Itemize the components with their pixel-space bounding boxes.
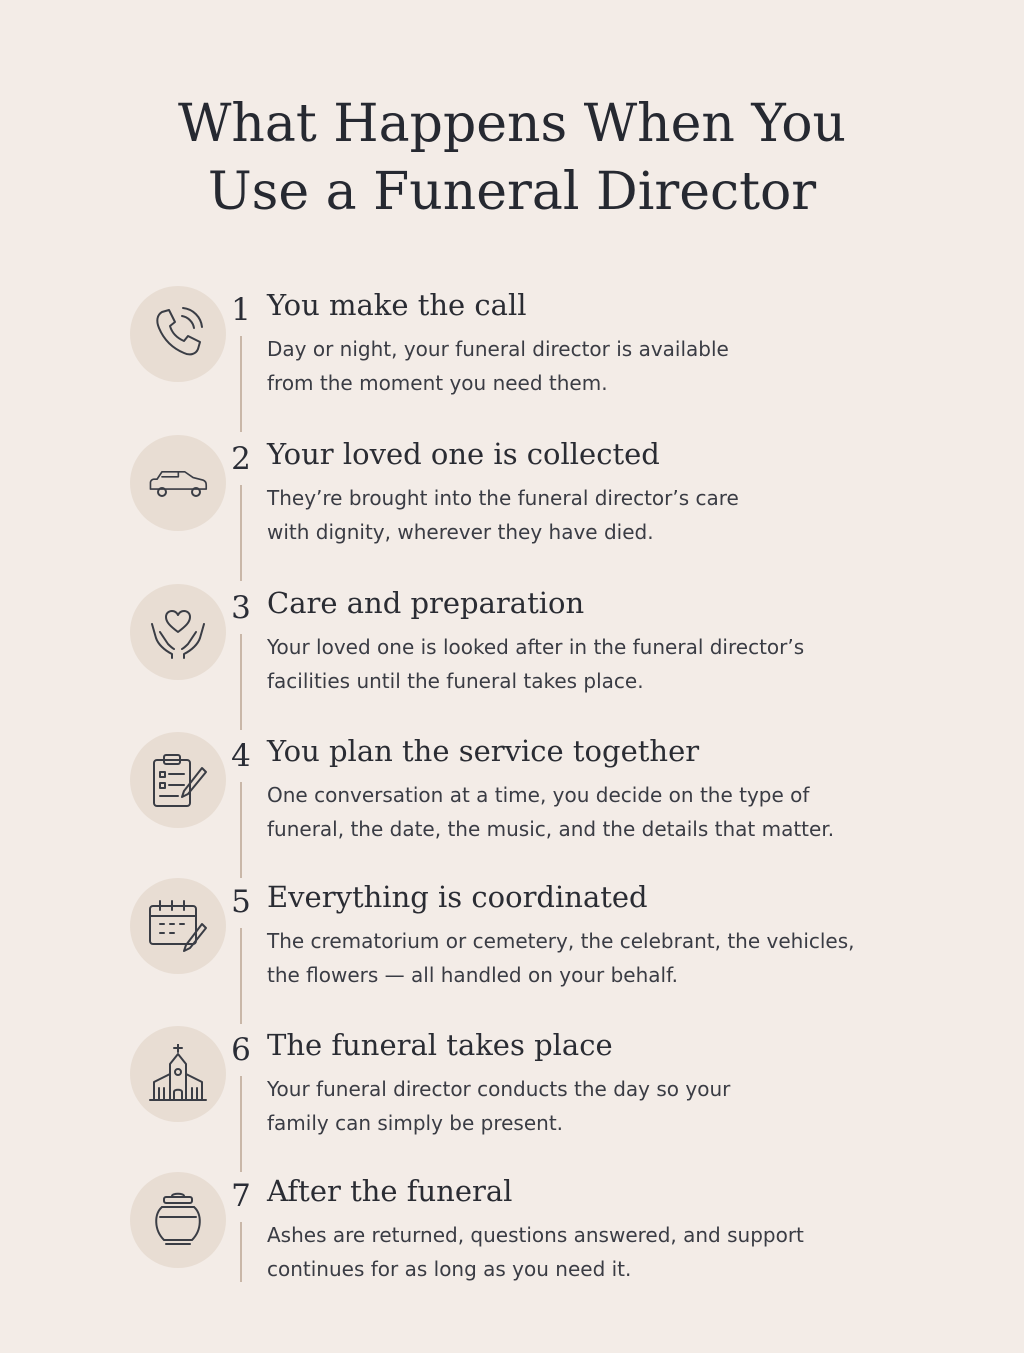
urn-icon: [148, 1190, 208, 1250]
step-5-description: [267, 924, 887, 992]
step-2-number: 2: [231, 441, 251, 477]
step-3-heading: Care and preparation: [267, 586, 585, 620]
step-4-number: 4: [231, 738, 251, 774]
step-4-heading: You plan the service together: [267, 734, 700, 768]
step-3-description-line-1: Your loved one is looked after in the funeral director’s: [267, 635, 805, 659]
step-4-description: [267, 778, 887, 846]
step-1-description: [267, 332, 887, 400]
step-6-connector: [240, 1076, 242, 1172]
step-1-description-line-1: Day or night, your funeral director is available: [267, 337, 729, 361]
step-1-heading: You make the call: [267, 288, 527, 322]
phone-icon: [148, 304, 208, 364]
step-1-icon-circle: [130, 286, 226, 382]
chapel-icon: [148, 1044, 208, 1104]
step-3-number: 3: [231, 590, 251, 626]
step-7-description-line-1: Ashes are returned, questions answered, and support: [267, 1223, 804, 1247]
step-5-connector: [240, 928, 242, 1024]
step-7-heading: After the funeral: [267, 1174, 513, 1208]
step-3-icon-circle: [130, 584, 226, 680]
step-6-description-line-2: family can simply be present.: [267, 1111, 564, 1135]
step-6: [0, 1026, 1024, 1176]
step-4-description-line-2: funeral, the date, the music, and the details that matter.: [267, 817, 835, 841]
step-3-connector: [240, 634, 242, 730]
step-5-icon-circle: [130, 878, 226, 974]
step-5: [0, 878, 1024, 1028]
hearse-icon: [138, 453, 218, 513]
step-2-description-line-1: They’re brought into the funeral director’s care: [267, 486, 739, 510]
page-title: [0, 90, 1024, 226]
step-1-description-line-2: from the moment you need them.: [267, 371, 608, 395]
step-7: [0, 1172, 1024, 1322]
step-2-heading: Your loved one is collected: [267, 437, 660, 471]
step-1-connector: [240, 336, 242, 432]
step-6-heading: The funeral takes place: [267, 1028, 613, 1062]
step-7-description: [267, 1218, 887, 1286]
step-5-heading: Everything is coordinated: [267, 880, 648, 914]
step-3: [0, 584, 1024, 734]
step-2-connector: [240, 485, 242, 581]
step-2-icon-circle: [130, 435, 226, 531]
step-7-connector: [240, 1222, 242, 1282]
step-1-number: 1: [231, 292, 251, 328]
step-2-description-line-2: with dignity, wherever they have died.: [267, 520, 654, 544]
step-6-description: [267, 1072, 887, 1140]
step-4-icon-circle: [130, 732, 226, 828]
step-6-number: 6: [231, 1032, 251, 1068]
step-1: [0, 286, 1024, 436]
step-7-number: 7: [231, 1178, 251, 1214]
title-line-2: Use a Funeral Director: [207, 162, 817, 222]
caring-hands-heart-icon: [148, 602, 208, 662]
step-4: [0, 732, 1024, 882]
clipboard-pencil-icon: [148, 750, 208, 810]
step-4-connector: [240, 782, 242, 878]
step-4-description-line-1: One conversation at a time, you decide on the type of: [267, 783, 810, 807]
step-2: [0, 435, 1024, 585]
step-2-description: [267, 481, 887, 549]
step-5-description-line-2: the flowers — all handled on your behalf.: [267, 963, 679, 987]
step-5-number: 5: [231, 884, 251, 920]
calendar-pencil-icon: [148, 896, 208, 956]
step-6-description-line-1: Your funeral director conducts the day so your: [267, 1077, 731, 1101]
step-3-description: [267, 630, 887, 698]
title-line-1: What Happens When You: [177, 94, 847, 154]
step-7-icon-circle: [130, 1172, 226, 1268]
step-7-description-line-2: continues for as long as you need it.: [267, 1257, 632, 1281]
step-6-icon-circle: [130, 1026, 226, 1122]
step-3-description-line-2: facilities until the funeral takes place.: [267, 669, 644, 693]
step-5-description-line-1: The crematorium or cemetery, the celebrant, the vehicles,: [267, 929, 855, 953]
